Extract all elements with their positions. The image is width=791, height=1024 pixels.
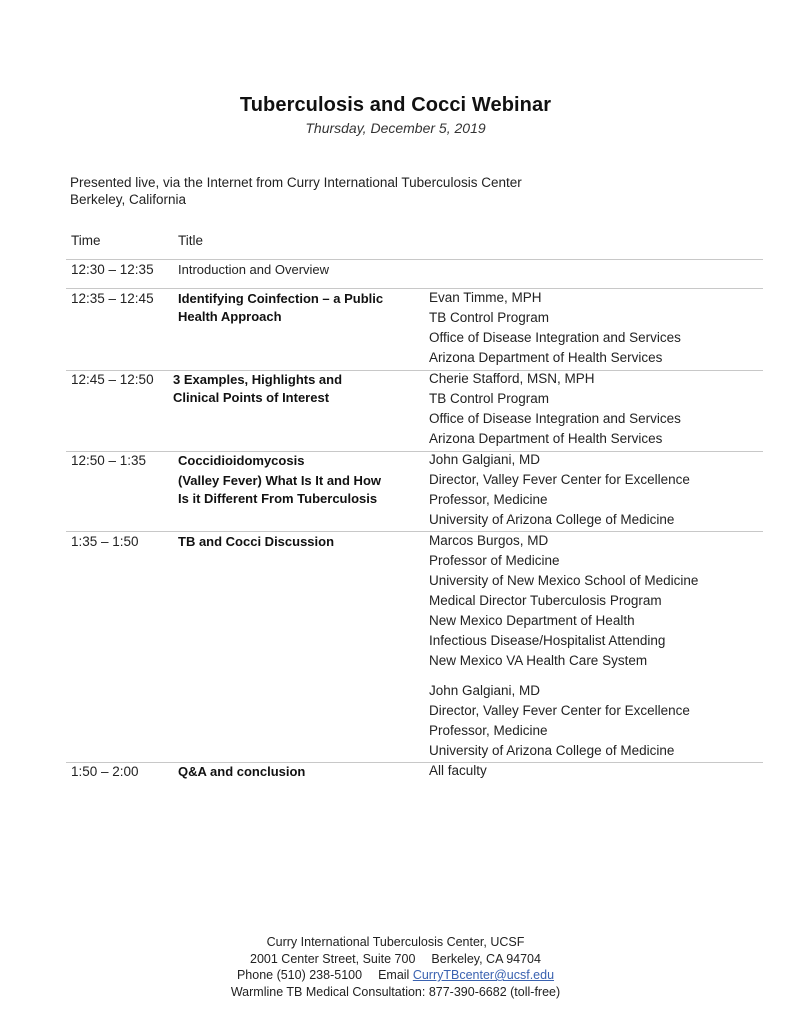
speaker-affiliation: Office of Disease Integration and Services <box>429 411 681 426</box>
speaker-affiliation: Professor, Medicine <box>429 492 548 507</box>
row-title-line: Health Approach <box>178 309 282 324</box>
row-title-line: TB and Cocci Discussion <box>178 534 335 549</box>
speaker-affiliation: Professor, Medicine <box>429 723 548 738</box>
speaker-affiliation: New Mexico Department of Health <box>429 613 635 628</box>
row-time: 1:35 – 1:50 <box>71 534 139 549</box>
intro-line-2: Berkeley, California <box>70 192 187 207</box>
row-time: 12:30 – 12:35 <box>71 262 154 277</box>
row-title-line: Is it Different From Tuberculosis <box>178 491 378 506</box>
speaker-affiliation: New Mexico VA Health Care System <box>429 653 648 668</box>
footer-email-link[interactable]: CurryTBcenter@ucsf.edu <box>412 968 555 982</box>
speaker-name: Cherie Stafford, MSN, MPH <box>429 371 595 386</box>
speaker-name: John Galgiani, MD <box>429 452 541 467</box>
speaker-name: John Galgiani, MD <box>429 683 541 698</box>
speaker-affiliation: University of New Mexico School of Medicine <box>429 573 699 588</box>
footer <box>0 934 791 1000</box>
speaker-name: All faculty <box>429 763 487 778</box>
footer-org: Curry International Tuberculosis Center, UCSF <box>266 935 525 949</box>
row-time: 12:50 – 1:35 <box>71 453 147 468</box>
speaker-name: Marcos Burgos, MD <box>429 533 549 548</box>
row-title <box>178 290 418 326</box>
row-title-line: Coccidioidomycosis <box>178 453 305 468</box>
document-title: Tuberculosis and Cocci Webinar <box>239 94 552 116</box>
speaker-group-gap <box>429 671 698 681</box>
speaker-list <box>429 288 681 368</box>
speaker-affiliation: Office of Disease Integration and Services <box>429 330 681 345</box>
footer-address-line <box>0 951 791 968</box>
speaker-affiliation: Arizona Department of Health Services <box>429 431 663 446</box>
speaker-list <box>429 369 681 449</box>
speaker-affiliation: Director, Valley Fever Center for Excellence <box>429 472 690 487</box>
row-title-line: Clinical Points of Interest <box>173 390 330 405</box>
row-title <box>178 763 418 781</box>
row-time: 12:35 – 12:45 <box>71 291 154 306</box>
speaker-affiliation: TB Control Program <box>429 391 550 406</box>
footer-warmline: Warmline TB Medical Consultation: 877-390-6682 (toll-free) <box>230 984 561 999</box>
speaker-list <box>429 450 690 530</box>
speaker-affiliation: Medical Director Tuberculosis Program <box>429 593 662 608</box>
speaker-affiliation: TB Control Program <box>429 310 550 325</box>
row-title-line: Introduction and Overview <box>178 262 330 277</box>
row-title <box>173 371 413 407</box>
speaker-affiliation: Director, Valley Fever Center for Excellence <box>429 703 690 718</box>
speaker-list <box>429 531 698 761</box>
header-time: Time <box>71 233 101 248</box>
document-date: Thursday, December 5, 2019 <box>305 120 486 136</box>
speaker-affiliation: Professor of Medicine <box>429 553 560 568</box>
intro-line-1: Presented live, via the Internet from Curry International Tuberculosis Center <box>70 175 522 190</box>
row-title <box>178 533 418 551</box>
footer-contact-line <box>0 967 791 984</box>
row-title-line: 3 Examples, Highlights and <box>173 372 343 387</box>
row-title-line: Q&A and conclusion <box>178 764 306 779</box>
row-title <box>178 261 418 279</box>
row-time: 12:45 – 12:50 <box>71 372 154 387</box>
row-time: 1:50 – 2:00 <box>71 764 139 779</box>
speaker-affiliation: University of Arizona College of Medicine <box>429 512 675 527</box>
speaker-affiliation: Arizona Department of Health Services <box>429 350 663 365</box>
speaker-name: Evan Timme, MPH <box>429 290 542 305</box>
footer-phone: Phone (510) 238-5100 <box>236 968 363 982</box>
speaker-list <box>429 761 487 781</box>
row-title-line: (Valley Fever) What Is It and How <box>178 473 381 488</box>
header-title: Title <box>178 233 204 248</box>
speaker-affiliation: University of Arizona College of Medicine <box>429 743 675 758</box>
footer-email-label: Email <box>378 968 410 982</box>
row-title-line: Identifying Coinfection – a Public <box>178 291 384 306</box>
row-divider <box>66 259 763 260</box>
speaker-affiliation: Infectious Disease/Hospitalist Attending <box>429 633 666 648</box>
row-title <box>178 452 418 508</box>
footer-city: Berkeley, CA 94704 <box>431 951 541 966</box>
intro-text <box>70 174 522 208</box>
footer-street: 2001 Center Street, Suite 700 <box>250 951 416 966</box>
